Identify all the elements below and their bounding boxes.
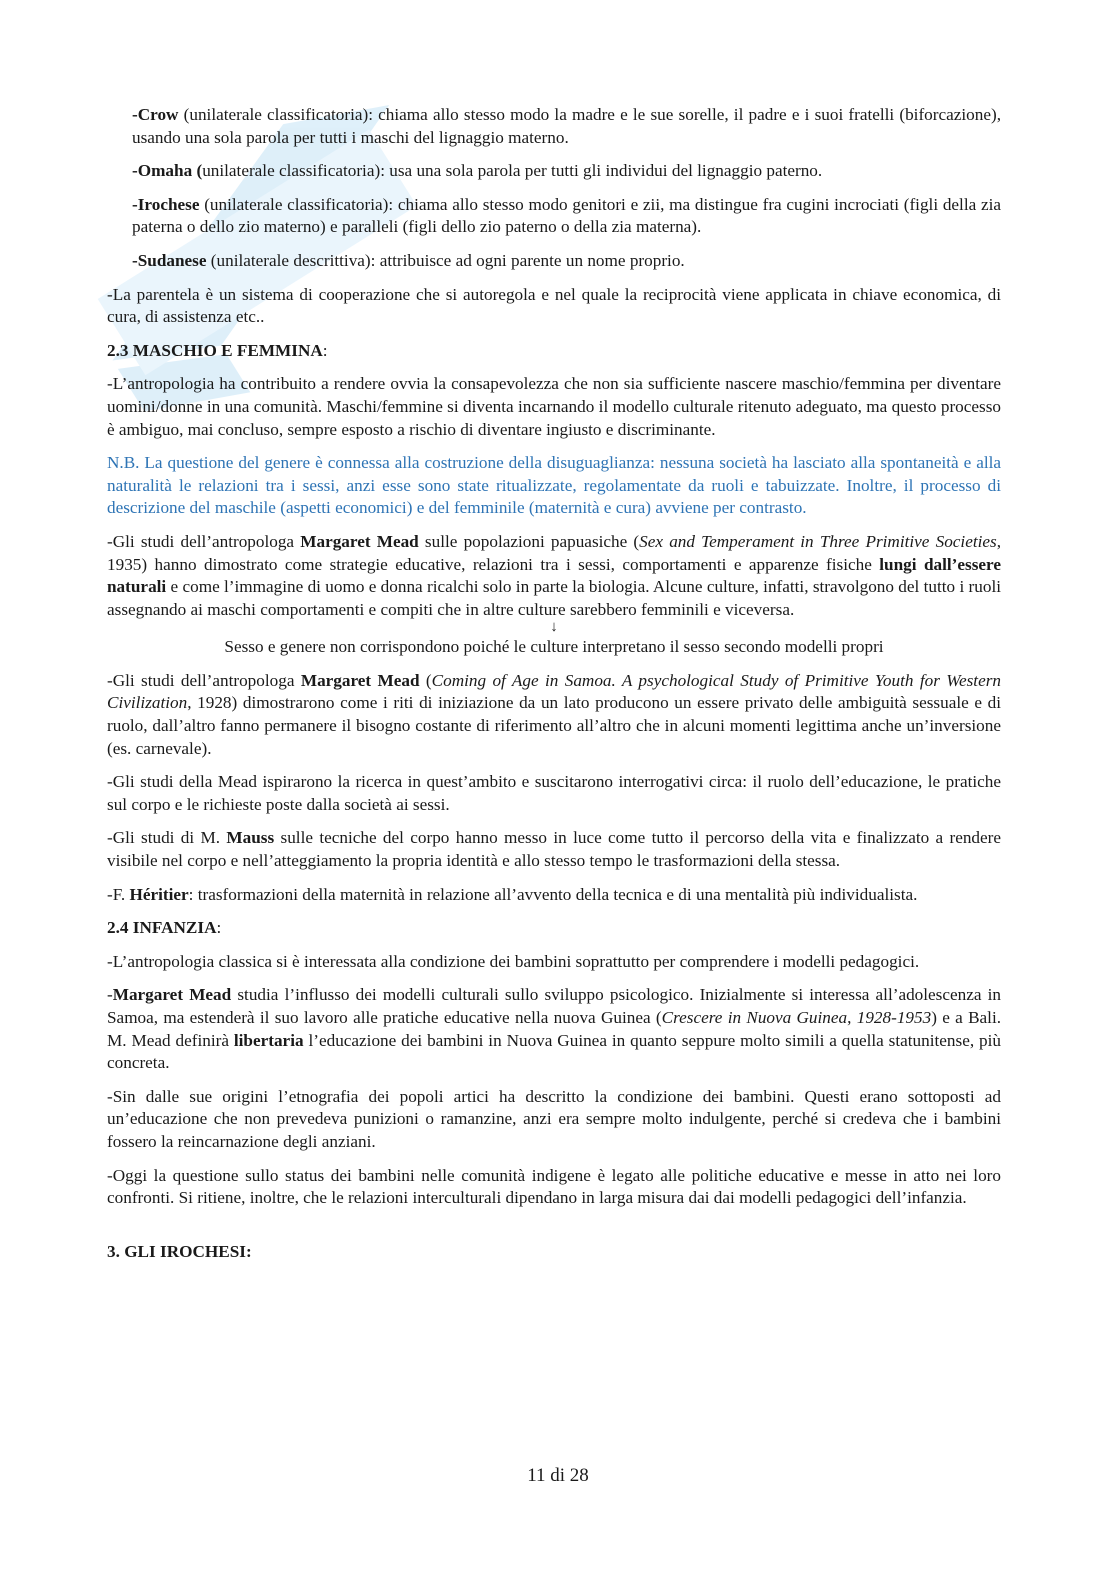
paragraph-arctic-ethnography: -Sin dalle sue origini l’etnografia dei popoli artici ha descritto la condizione dei bambini. Questi erano sottoposti ad un’educazione che non prevedeva punizioni o ramanzine, anzi era sempre molto indulgente, perché si credeva che i bambini fossero la reincarnazione degli anziani. [107, 1086, 1001, 1151]
term-crow: -Crow [132, 105, 179, 124]
term-omaha: -Omaha ( [132, 161, 203, 181]
text-crow: : chiama allo stesso modo la madre e le sue sorelle, il padre e i suoi fratelli (biforcazione), usando una sola parola per tutti i maschi del lignaggio materno. [132, 105, 1001, 147]
text-segment: , 1928) dimostrarono come i riti di iniziazione da un lato producono un essere privato delle ambiguità sessuale e di ruolo, dall’altro fanno permanere il bisogno costante di riferimento all’altro che in alcuni momenti legittima anche un’inversione (es. carnevale). [107, 693, 1001, 758]
type-irochese: (unilaterale classificatoria) [199, 194, 389, 214]
author-name: Mauss [226, 828, 275, 848]
kinship-cooperation: -La parentela è un sistema di cooperazione che si autoregola e nel quale la reciprocità viene applicata in chiave economica, di cura, di assistenza etc.. [107, 284, 1001, 327]
author-name: Margaret Mead [300, 531, 419, 551]
text-segment: , 1935) hanno dimostrato come strategie educative, relazioni tra i sessi, comportamenti e apparenze fisiche [107, 531, 1001, 574]
paragraph-heritier [107, 884, 1001, 907]
text-segment: -Gli studi dell’antropologa [107, 531, 301, 551]
text-segment: -Gli studi dell’antropologa [107, 670, 301, 690]
paragraph-indigenous-children: -Oggi la questione sullo status dei bambini nelle comunità indigene è legato alle politiche educative e messe in atto nei loro confronti. Si ritiene, inoltre, che le relazioni interculturali dipendano in larga misura dai dai modelli pedagogici dell’infanzia. [107, 1165, 1001, 1208]
paragraph-mead-papua [107, 531, 1001, 621]
paragraph-mead-samoa [107, 670, 1001, 760]
type-crow: (unilaterale classificatoria) [178, 105, 369, 124]
text-segment: - [107, 985, 113, 1005]
paragraph-gender-awareness: -L’antropologia ha contribuito a rendere ovvia la consapevolezza che non sia sufficiente nascere maschio/femmina per diventare uomini/donne in una comunità. Maschi/femmine si diventa incarnando il modello culturale ritenuto adeguato, ma questo processo è ambiguo, mai concluso, sempre esposto a rischio di diventare ingiusto e discriminante. [107, 374, 1001, 439]
text-segment: : trasformazioni della maternità in relazione all’avvento della tecnica e di una mentalità più individualista. [188, 884, 918, 904]
heading-colon: : [322, 340, 328, 360]
page-number: 11 di 28 [527, 1465, 589, 1486]
text-segment: , [847, 1008, 857, 1027]
type-sudanese: (unilaterale descrittiva) [206, 250, 371, 270]
emphasis-text: libertaria [233, 1030, 304, 1050]
section-title-2-4: 2.4 INFANZIA [107, 918, 217, 938]
nota-bene-note: N.B. La questione del genere è connessa alla costruzione della disuguaglianza: nessuna società ha lasciato alla spontaneità e alla naturalità le relazioni tra i sessi, anzi esse sono state ritualizzate, regolamentate da ruoli e tabuizzate. Inoltre, il processo di descrizione del maschile (aspetti economici) e del femminile (maternità e cura) avviene per contrasto. [107, 453, 1001, 518]
author-name: Héritier [129, 884, 189, 904]
text-sudanese: : attribuisce ad ogni parente un nome proprio. [370, 250, 685, 270]
text-segment: sulle popolazioni papuasiche ( [418, 531, 640, 551]
book-title: Sex and Temperament in Three Primitive Societies [639, 531, 997, 551]
text-segment: ) e a Bali. M. Mead definirà [107, 1008, 1002, 1050]
kinship-crow [107, 104, 1001, 149]
type-omaha: unilaterale classificatoria) [202, 161, 381, 181]
author-name: Margaret Mead [112, 985, 232, 1005]
text-segment: -F. [107, 884, 130, 904]
term-sudanese: -Sudanese [132, 250, 207, 270]
term-irochese: -Irochese [132, 194, 200, 214]
author-name: Margaret Mead [300, 670, 420, 690]
book-title: Coming of Age in Samoa. A psychological Study of Primitive Youth for Western Civilization [107, 670, 1001, 713]
text-segment: ( [419, 670, 432, 690]
section-title-3: 3. GLI IROCHESI: [107, 1241, 252, 1261]
emphasis-text: lungi dall’essere naturali [107, 554, 1001, 597]
paragraph-mead-research: -Gli studi della Mead ispirarono la ricerca in quest’ambito e suscitarono interrogativi circa: il ruolo dell’educazione, le pratiche sul corpo e le richieste poste dalla società ai sessi. [107, 772, 1001, 814]
section-title-2-3: 2.3 MASCHIO E FEMMINA [107, 340, 323, 360]
text-omaha: : usa una sola parola per tutti gli individui del lignaggio paterno. [380, 161, 823, 181]
text-segment: e come l’immagine di uomo e donna ricalchi solo in parte la biologia. Alcune culture, infatti, stravolgono del tutto i ruoli assegnando ai maschi comportamenti e compiti che in altre culture sarebbero femminili e viceversa. [107, 577, 1001, 619]
heading-colon: : [216, 918, 222, 938]
section-heading-3 [107, 1241, 1001, 1264]
section-heading-2-4 [107, 917, 1001, 940]
book-title: Crescere in Nuova Guinea [661, 1008, 848, 1027]
down-arrow-icon: ↓ [550, 619, 558, 636]
conclusion-line: Sesso e genere non corrispondono poiché le culture interpretano il sesso secondo modelli propri [224, 637, 884, 657]
text-segment: -Gli studi di M. [107, 828, 227, 848]
text-irochese: : chiama allo stesso modo genitori e zii, ma distingue fra cugini incrociati (figli della zia paterna o dello zio materno) e paralleli (figli dello zio paterno o della zia materna). [132, 194, 1001, 237]
book-years: 1928-1953 [856, 1008, 932, 1027]
kinship-omaha [107, 160, 1001, 183]
text-segment: studia l’influsso dei modelli culturali sullo sviluppo psicologico. Inizialmente si interessa all’adolescenza in Samoa, ma estenderà il suo lavoro alle pratiche educative nella nuova Guinea ( [107, 985, 1001, 1027]
paragraph-mead-guinea [107, 984, 1001, 1074]
paragraph-mauss [107, 827, 1001, 872]
document-page [107, 104, 1001, 1263]
kinship-sudanese [107, 250, 1001, 273]
text-segment: sulle tecniche del corpo hanno messo in luce come tutto il percorso della vita e finalizzato a rendere visibile nel corpo e nell’atteggiamento la propria identità e allo stesso tempo le trasformazioni della stessa. [107, 828, 1002, 871]
section-heading-2-3 [107, 340, 1001, 363]
paragraph-classic-anthropology: -L’antropologia classica si è interessata alla condizione dei bambini soprattutto per comprendere i modelli pedagogici. [107, 951, 920, 971]
text-segment: l’educazione dei bambini in Nuova Guinea in quanto seppure molto simili a quella statunitense, più concreta. [107, 1030, 1001, 1073]
kinship-irochese [107, 194, 1001, 239]
